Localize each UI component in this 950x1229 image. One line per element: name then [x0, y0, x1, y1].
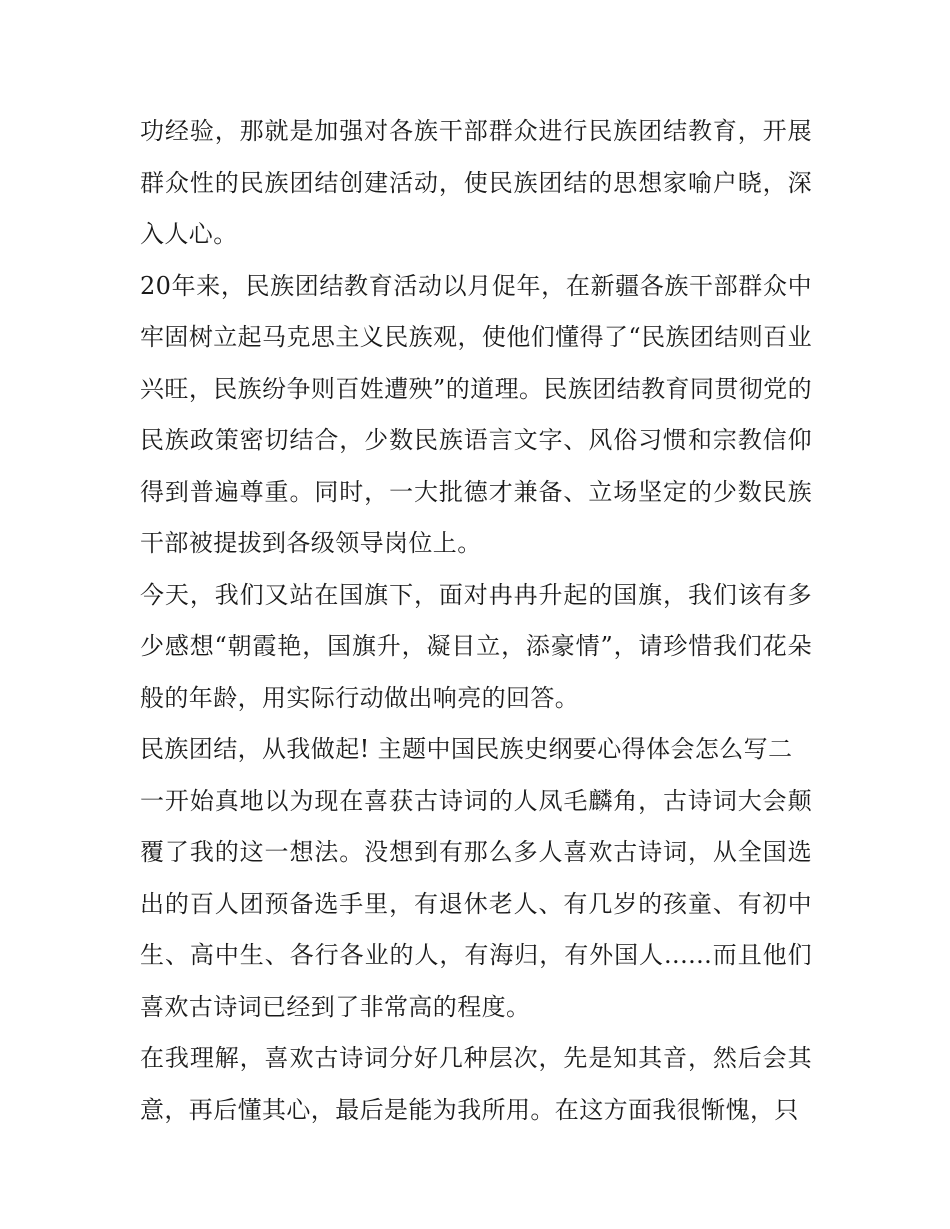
- paragraph-5: 一开始真地以为现在喜获古诗词的人凤毛麟角，古诗词大会颠覆了我的这一想法。没想到有那么多人喜欢古诗词，从全国选出的百人团预备选手里，有退休老人、有几岁的孩童、有初中生、高中生、各行各业的人，有海归，有外国人......而且他们喜欢古诗词已经到了非常高的程度。: [140, 786, 812, 1021]
- paragraph-2: 20年来，民族团结教育活动以月促年，在新疆各族干部群众中牢固树立起马克思主义民族观，使他们懂得了“民族团结则百业兴旺，民族纷争则百姓遭殃”的道理。民族团结教育同贯彻党的民族政策密切结合，少数民族语言文字、风俗习惯和宗教信仰得到普遍尊重。同时，一大批德才兼备、立场坚定的少数民族干部被提拔到各级领导岗位上。: [140, 271, 812, 557]
- paragraph-4: 民族团结，从我做起! 主题中国民族史纲要心得体会怎么写二: [140, 735, 793, 763]
- paragraph-1: 功经验，那就是加强对各族干部群众进行民族团结教育，开展群众性的民族团结创建活动，使民族团结的思想家喻户晓，深入人心。: [140, 117, 812, 248]
- paragraph-3: 今天，我们又站在国旗下，面对冉冉升起的国旗，我们该有多少感想“朝霞艳，国旗升，凝目立，添豪情”，请珍惜我们花朵般的年龄，用实际行动做出响亮的回答。: [140, 580, 812, 712]
- document-body: [140, 106, 812, 1136]
- paragraph-6: 在我理解，喜欢古诗词分好几种层次，先是知其音，然后会其意，再后懂其心，最后是能为我所用。在这方面我很惭愧，只: [140, 1044, 812, 1124]
